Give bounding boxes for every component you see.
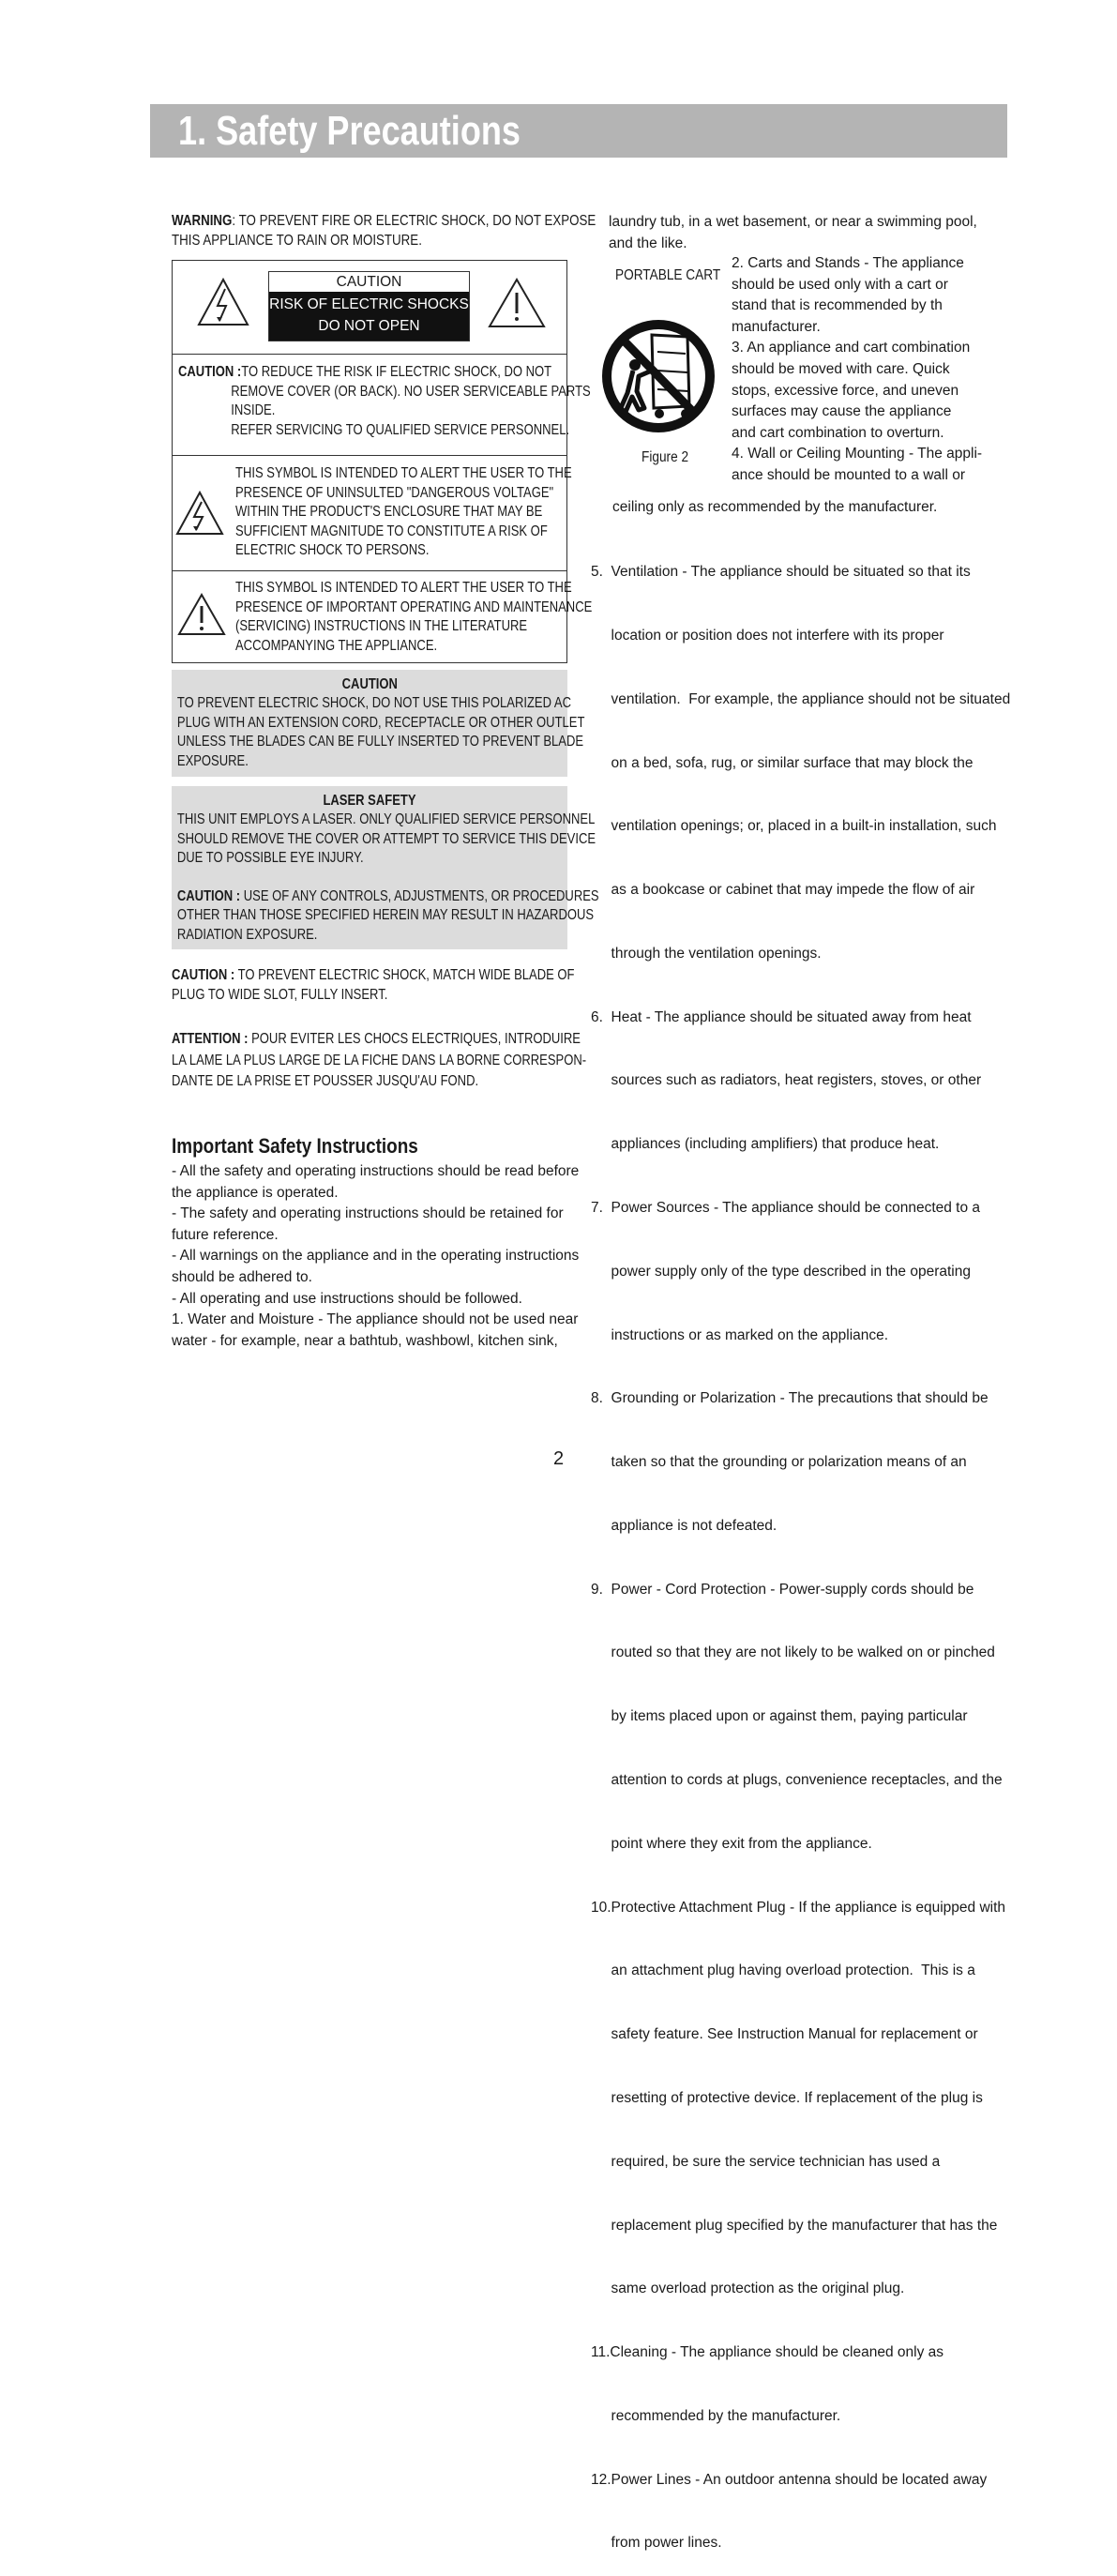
- safety-list: [591, 520, 1010, 2576]
- cart-item-line: 4. Wall or Ceiling Mounting - The appli-: [732, 446, 983, 462]
- list-line: power supply only of the type described in the operating: [591, 1263, 971, 1280]
- voltage-line-1: THIS SYMBOL IS INTENDED TO ALERT THE USER TO THE: [235, 465, 572, 481]
- caution-reduce-risk: [178, 363, 670, 440]
- caution-reduce-line-2: REMOVE COVER (OR BACK). NO USER SERVICEABLE PARTS: [231, 383, 591, 400]
- attention-line-3: DANTE DE LA PRISE ET POUSSER JUSQU'AU FOND.: [172, 1073, 479, 1089]
- caution-box-title: CAUTION: [341, 676, 398, 692]
- voltage-line-2: PRESENCE OF UNINSULTED "DANGEROUS VOLTAGE": [235, 484, 554, 501]
- cart-item-line: stand that is recommended by th: [732, 297, 943, 314]
- list-line: taken so that the grounding or polarization means of an: [591, 1454, 967, 1471]
- cart-item-line: 2. Carts and Stands - The appliance: [732, 255, 964, 271]
- list-line: through the ventilation openings.: [591, 945, 822, 962]
- electric-shock-icon: [197, 278, 249, 326]
- laser-caution-label: CAUTION :: [176, 887, 241, 904]
- caution-plug-text-1: TO PREVENT ELECTRIC SHOCK, MATCH WIDE BLADE OF: [234, 967, 575, 983]
- page-number: 2: [552, 1448, 565, 1469]
- caution-box-line-2: PLUG WITH AN EXTENSION CORD, RECEPTACLE OR OTHER OUTLET: [176, 714, 585, 731]
- cart-item-line: should be used only with a cart or: [732, 276, 948, 293]
- instruction-line: water - for example, near a bathtub, washbowl, kitchen sink,: [172, 1332, 558, 1349]
- water-moisture-continued: [609, 212, 977, 254]
- carts-and-stands-items: [732, 253, 982, 487]
- exclamation-line-1: THIS SYMBOL IS INTENDED TO ALERT THE USER TO THE: [235, 580, 572, 596]
- wall-mounting-end: ceiling only as recommended by the manufacturer.: [612, 499, 938, 515]
- important-instructions-list: [172, 1161, 579, 1352]
- list-line: instructions or as marked on the appliance.: [591, 1326, 889, 1343]
- laser-line-3: DUE TO POSSIBLE EYE INJURY.: [176, 850, 364, 866]
- cart-item-line: should be moved with care. Quick: [732, 360, 950, 377]
- list-line: 5. Ventilation - The appliance should be situated so that its: [591, 564, 971, 581]
- instruction-line: 1. Water and Moisture - The appliance should not be used near: [172, 1311, 579, 1328]
- list-line: sources such as radiators, heat registers, stoves, or other: [591, 1072, 982, 1089]
- portable-cart-label: PORTABLE CART: [615, 267, 721, 283]
- voltage-line-3: WITHIN THE PRODUCT'S ENCLOSURE THAT MAY BE: [235, 504, 543, 520]
- attention-label: ATTENTION :: [172, 1031, 249, 1047]
- list-line: 12.Power Lines - An outdoor antenna should be located away: [591, 2471, 988, 2488]
- warning-label: WARNING: [172, 213, 233, 229]
- instruction-line: should be adhered to.: [172, 1268, 312, 1285]
- list-line: 7. Power Sources - The appliance should be connected to a: [591, 1200, 981, 1216]
- instruction-line: - All operating and use instructions should be followed.: [172, 1290, 522, 1307]
- warning-paragraph: [172, 211, 596, 250]
- caution-plug-label: CAUTION :: [172, 967, 235, 983]
- list-line: routed so that they are not likely to be walked on or pinched: [591, 1644, 995, 1661]
- caution-label-line-1: RISK OF ELECTRIC SHOCKS: [269, 296, 469, 312]
- caution-reduce-text-1: TO REDUCE THE RISK IF ELECTRIC SHOCK, DO NOT: [241, 364, 552, 380]
- list-line: appliances (including amplifiers) that produce heat.: [591, 1136, 940, 1153]
- caution-label-sticker: [268, 271, 470, 341]
- divider: [173, 570, 566, 571]
- divider: [173, 354, 566, 355]
- attention-text-1: POUR EVITER LES CHOCS ELECTRIQUES, INTRODUIRE: [248, 1031, 581, 1047]
- attention-line-1: [172, 1029, 586, 1051]
- instruction-line: the appliance is operated.: [172, 1184, 339, 1201]
- continued-line: laundry tub, in a wet basement, or near a swimming pool,: [609, 214, 977, 230]
- list-line: from power lines.: [591, 2535, 722, 2552]
- voltage-line-5: ELECTRIC SHOCK TO PERSONS.: [235, 542, 430, 558]
- voltage-line-4: SUFFICIENT MAGNITUDE TO CONSTITUTE A RISK OF: [235, 523, 548, 539]
- list-line: 6. Heat - The appliance should be situated away from heat: [591, 1008, 972, 1025]
- caution-box-line-3: UNLESS THE BLADES CAN BE FULLY INSERTED TO PREVENT BLADE: [176, 734, 584, 750]
- figure-label: Figure 2: [642, 449, 689, 465]
- divider: [173, 455, 566, 456]
- list-line: ventilation openings; or, placed in a built-in installation, such: [591, 818, 997, 835]
- cart-item-line: manufacturer.: [732, 318, 821, 335]
- list-line: safety feature. See Instruction Manual for replacement or: [591, 2026, 978, 2043]
- list-line: point where they exit from the appliance.: [591, 1835, 872, 1852]
- important-instructions-heading: Important Safety Instructions: [172, 1134, 418, 1158]
- list-line: 9. Power - Cord Protection - Power-supply cords should be: [591, 1581, 974, 1598]
- list-line: 8. Grounding or Polarization - The precautions that should be: [591, 1390, 989, 1407]
- cart-item-line: 3. An appliance and cart combination: [732, 340, 971, 356]
- cart-item-line: surfaces may cause the appliance: [732, 403, 952, 420]
- list-line: replacement plug specified by the manufacturer that has the: [591, 2217, 998, 2234]
- list-line: 10.Protective Attachment Plug - If the appliance is equipped with: [591, 1899, 1006, 1916]
- instruction-line: - All warnings on the appliance and in the operating instructions: [172, 1248, 580, 1265]
- caution-label-title: CAUTION: [336, 274, 402, 290]
- laser-safety-title: LASER SAFETY: [323, 793, 416, 809]
- exclamation-line-2: PRESENCE OF IMPORTANT OPERATING AND MAINTENANCE: [235, 599, 593, 615]
- warning-text-1: : TO PREVENT FIRE OR ELECTRIC SHOCK, DO NOT EXPOSE: [232, 213, 596, 229]
- laser-line-2: SHOULD REMOVE THE COVER OR ATTEMPT TO SERVICE THIS DEVICE: [176, 830, 596, 847]
- cart-item-line: stops, excessive force, and uneven: [732, 382, 959, 399]
- continued-line: and the like.: [609, 235, 687, 251]
- laser-safety-body: [172, 811, 599, 945]
- page-title: 1. Safety Precautions: [178, 108, 521, 154]
- caution-reduce-line-4: REFER SERVICING TO QUALIFIED SERVICE PERSONNEL.: [231, 421, 570, 438]
- laser-caution-line-2: OTHER THAN THOSE SPECIFIED HEREIN MAY RESULT IN HAZARDOUS: [176, 907, 595, 923]
- instruction-line: future reference.: [172, 1226, 279, 1243]
- caution-label-warning: [269, 292, 469, 341]
- polarized-plug-caution: [172, 670, 585, 777]
- list-line: 11.Cleaning - The appliance should be cleaned only as: [591, 2344, 943, 2361]
- list-line: required, be sure the service technician has used a: [591, 2153, 941, 2170]
- list-line: same overload protection as the original plug.: [591, 2281, 905, 2297]
- cart-item-line: ance should be mounted to a wall or: [732, 466, 966, 483]
- list-line: on a bed, sofa, rug, or similar surface that may block the: [591, 754, 974, 771]
- list-line: ventilation. For example, the appliance should not be situated: [591, 690, 1011, 707]
- list-line: attention to cords at plugs, convenience receptacles, and the: [591, 1772, 1003, 1789]
- list-line: an attachment plug having overload protection. This is a: [591, 1962, 975, 1979]
- caution-label-line-2: DO NOT OPEN: [318, 318, 420, 334]
- caution-reduce-line-3: INSIDE.: [231, 402, 276, 418]
- list-line: appliance is not defeated.: [591, 1517, 777, 1534]
- instruction-line: - All the safety and operating instructions should be read before: [172, 1163, 580, 1179]
- list-line: location or position does not interfere with its proper: [591, 627, 944, 644]
- dangerous-voltage-text: [235, 464, 636, 561]
- caution-plug-line-1: [172, 965, 574, 985]
- attention-line-2: LA LAME LA PLUS LARGE DE LA FICHE DANS LA BORNE CORRESPON-: [172, 1052, 587, 1068]
- caution-reduce-line-1: [178, 363, 591, 383]
- caution-reduce-label: CAUTION :: [178, 364, 242, 380]
- list-line: by items placed upon or against them, paying particular: [591, 1708, 968, 1725]
- laser-caution-line-3: RADIATION EXPOSURE.: [176, 926, 318, 943]
- important-instructions-icon: [177, 593, 226, 636]
- instruction-line: - The safety and operating instructions should be retained for: [172, 1205, 564, 1222]
- list-line: resetting of protective device. If replacement of the plug is: [591, 2089, 983, 2106]
- exclamation-line-4: ACCOMPANYING THE APPLIANCE.: [235, 637, 438, 654]
- laser-safety-box: [172, 786, 599, 949]
- caution-plug-line-2: PLUG TO WIDE SLOT, FULLY INSERT.: [172, 987, 388, 1003]
- caution-box: [172, 260, 593, 663]
- spacer: [172, 869, 504, 887]
- caution-box-body: [172, 694, 585, 771]
- portable-cart-warning-icon: [601, 316, 716, 436]
- caution-plug-paragraph: [172, 965, 651, 1005]
- list-line: as a bookcase or cabinet that may impede the flow of air: [591, 882, 975, 899]
- warning-line-2: THIS APPLIANCE TO RAIN OR MOISTURE.: [172, 233, 422, 249]
- caution-box-line-4: EXPOSURE.: [176, 752, 249, 769]
- exclamation-icon: [488, 278, 546, 328]
- caution-box-line-1: TO PREVENT ELECTRIC SHOCK, DO NOT USE THIS POLARIZED AC: [176, 695, 571, 711]
- laser-caution-text-1: USE OF ANY CONTROLS, ADJUSTMENTS, OR PROCEDURES: [240, 887, 599, 904]
- exclamation-line-3: (SERVICING) INSTRUCTIONS IN THE LITERATURE: [235, 618, 528, 634]
- list-line: recommended by the manufacturer.: [591, 2407, 841, 2424]
- laser-line-1: THIS UNIT EMPLOYS A LASER. ONLY QUALIFIED SERVICE PERSONNEL: [176, 811, 596, 827]
- warning-line-1: [172, 211, 596, 231]
- laser-caution-line-1: [172, 887, 599, 907]
- dangerous-voltage-icon: [175, 491, 224, 536]
- section-header: [150, 104, 1007, 158]
- cart-item-line: and cart combination to overturn.: [732, 424, 944, 441]
